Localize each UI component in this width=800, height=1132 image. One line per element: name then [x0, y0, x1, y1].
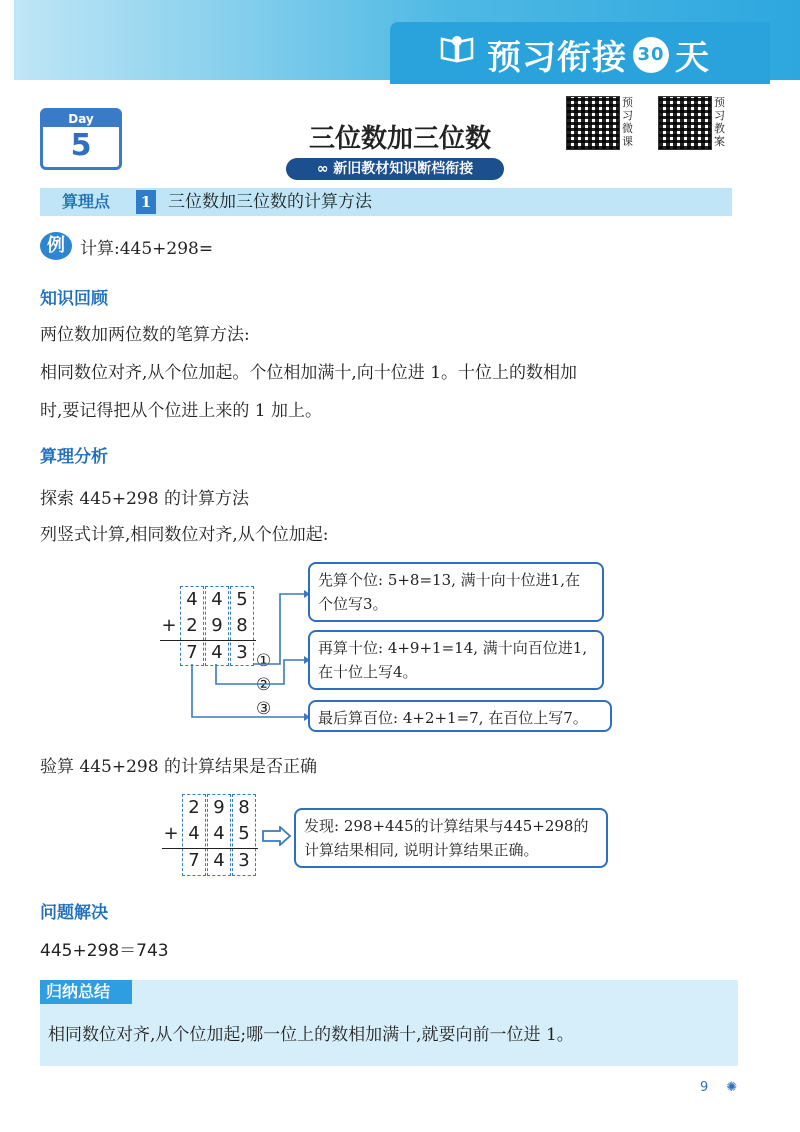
- calc2-digit: 2: [188, 797, 200, 818]
- verify-note: 发现: 298+445的计算结果与445+298的计算结果相同, 说明计算结果正确。: [294, 808, 608, 868]
- calc2-result-digit: 4: [213, 850, 225, 871]
- section-number: 1: [136, 190, 156, 214]
- step-marker-3: ③: [256, 699, 272, 719]
- section-tag: 算理点: [61, 192, 110, 211]
- review-line-1: 两位数加两位数的笔算方法:: [40, 325, 250, 345]
- calc1-digit: 4: [186, 589, 198, 610]
- solve-heading: 问题解决: [40, 903, 108, 923]
- step-arrows: [180, 580, 310, 730]
- analysis-heading: 算理分析: [40, 447, 108, 467]
- calc2-digit: 4: [213, 823, 225, 844]
- calc2-digit: 5: [238, 823, 250, 844]
- calc1-result-digit: 7: [186, 642, 198, 663]
- day-number: 5: [70, 128, 92, 163]
- day-label: Day: [43, 111, 119, 127]
- link-icon: ∞: [316, 161, 334, 177]
- series-suffix: 天: [675, 38, 710, 78]
- calc2-result-digit: 7: [188, 850, 200, 871]
- example-badge: 例: [40, 232, 72, 260]
- step-note-1: 先算个位: 5+8=13, 满十向十位进1,在个位写3。: [308, 562, 604, 622]
- qr-code-micro-lesson[interactable]: [566, 96, 620, 150]
- calc1-digit: 4: [211, 589, 223, 610]
- qr-label-lesson-plan: 预习教案: [714, 96, 725, 148]
- step-note-3: 最后算百位: 4+2+1=7, 在百位上写7。: [308, 700, 612, 732]
- calc1-digit: 8: [236, 615, 248, 636]
- series-title: [487, 30, 710, 79]
- page-number: [700, 1080, 737, 1095]
- book-lightbulb-icon: [440, 33, 474, 63]
- lesson-title: 三位数加三位数: [308, 124, 491, 154]
- sum-line: [162, 848, 258, 849]
- plus-sign: +: [163, 823, 179, 844]
- calc1-result-digit: 3: [236, 642, 248, 663]
- calc1-result-digit: 4: [211, 642, 223, 663]
- page-number-text: 9: [700, 1080, 709, 1095]
- qr-label-micro-lesson: 预习微课: [622, 96, 633, 148]
- series-day-count: 30: [633, 37, 669, 73]
- example-text: 计算:445+298=: [80, 239, 214, 259]
- solve-answer: 445+298＝743: [40, 941, 169, 961]
- section-title: 三位数加三位数的计算方法: [168, 192, 372, 212]
- analysis-line-2: 列竖式计算,相同数位对齐,从个位加起:: [40, 525, 329, 545]
- verify-line: 验算 445+298 的计算结果是否正确: [40, 757, 317, 777]
- calc2-digit: 9: [213, 797, 225, 818]
- qr-code-lesson-plan[interactable]: [658, 96, 712, 150]
- review-line-2: 相同数位对齐,从个位加起。个位相加满十,向十位进 1。十位上的数相加: [40, 363, 578, 383]
- calc1-digit: 5: [236, 589, 248, 610]
- calc2-result-digit: 3: [238, 850, 250, 871]
- calc1-digit: 9: [211, 615, 223, 636]
- analysis-line-1: 探索 445+298 的计算方法: [40, 489, 249, 509]
- step-marker-2: ②: [256, 675, 272, 695]
- calc2-digit: 4: [188, 823, 200, 844]
- right-arrow-icon: [262, 826, 292, 846]
- plus-sign: +: [161, 615, 177, 636]
- sun-icon: ✺: [726, 1080, 738, 1095]
- subtitle-text: 新旧教材知识断档衔接: [333, 161, 474, 177]
- series-prefix: 预习衔接: [487, 38, 627, 78]
- summary-tag: 归纳总结: [40, 980, 132, 1004]
- calc1-digit: 2: [186, 615, 198, 636]
- summary-text: 相同数位对齐,从个位加起;哪一位上的数相加满十,就要向前一位进 1。: [48, 1025, 574, 1045]
- calc2-digit: 8: [238, 797, 250, 818]
- subtitle-pill: [286, 158, 504, 180]
- step-marker-1: ①: [256, 651, 272, 671]
- review-line-3: 时,要记得把从个位进上来的 1 加上。: [40, 401, 323, 421]
- review-heading: 知识回顾: [40, 289, 108, 309]
- step-note-2: 再算十位: 4+9+1=14, 满十向百位进1, 在十位上写4。: [308, 630, 604, 690]
